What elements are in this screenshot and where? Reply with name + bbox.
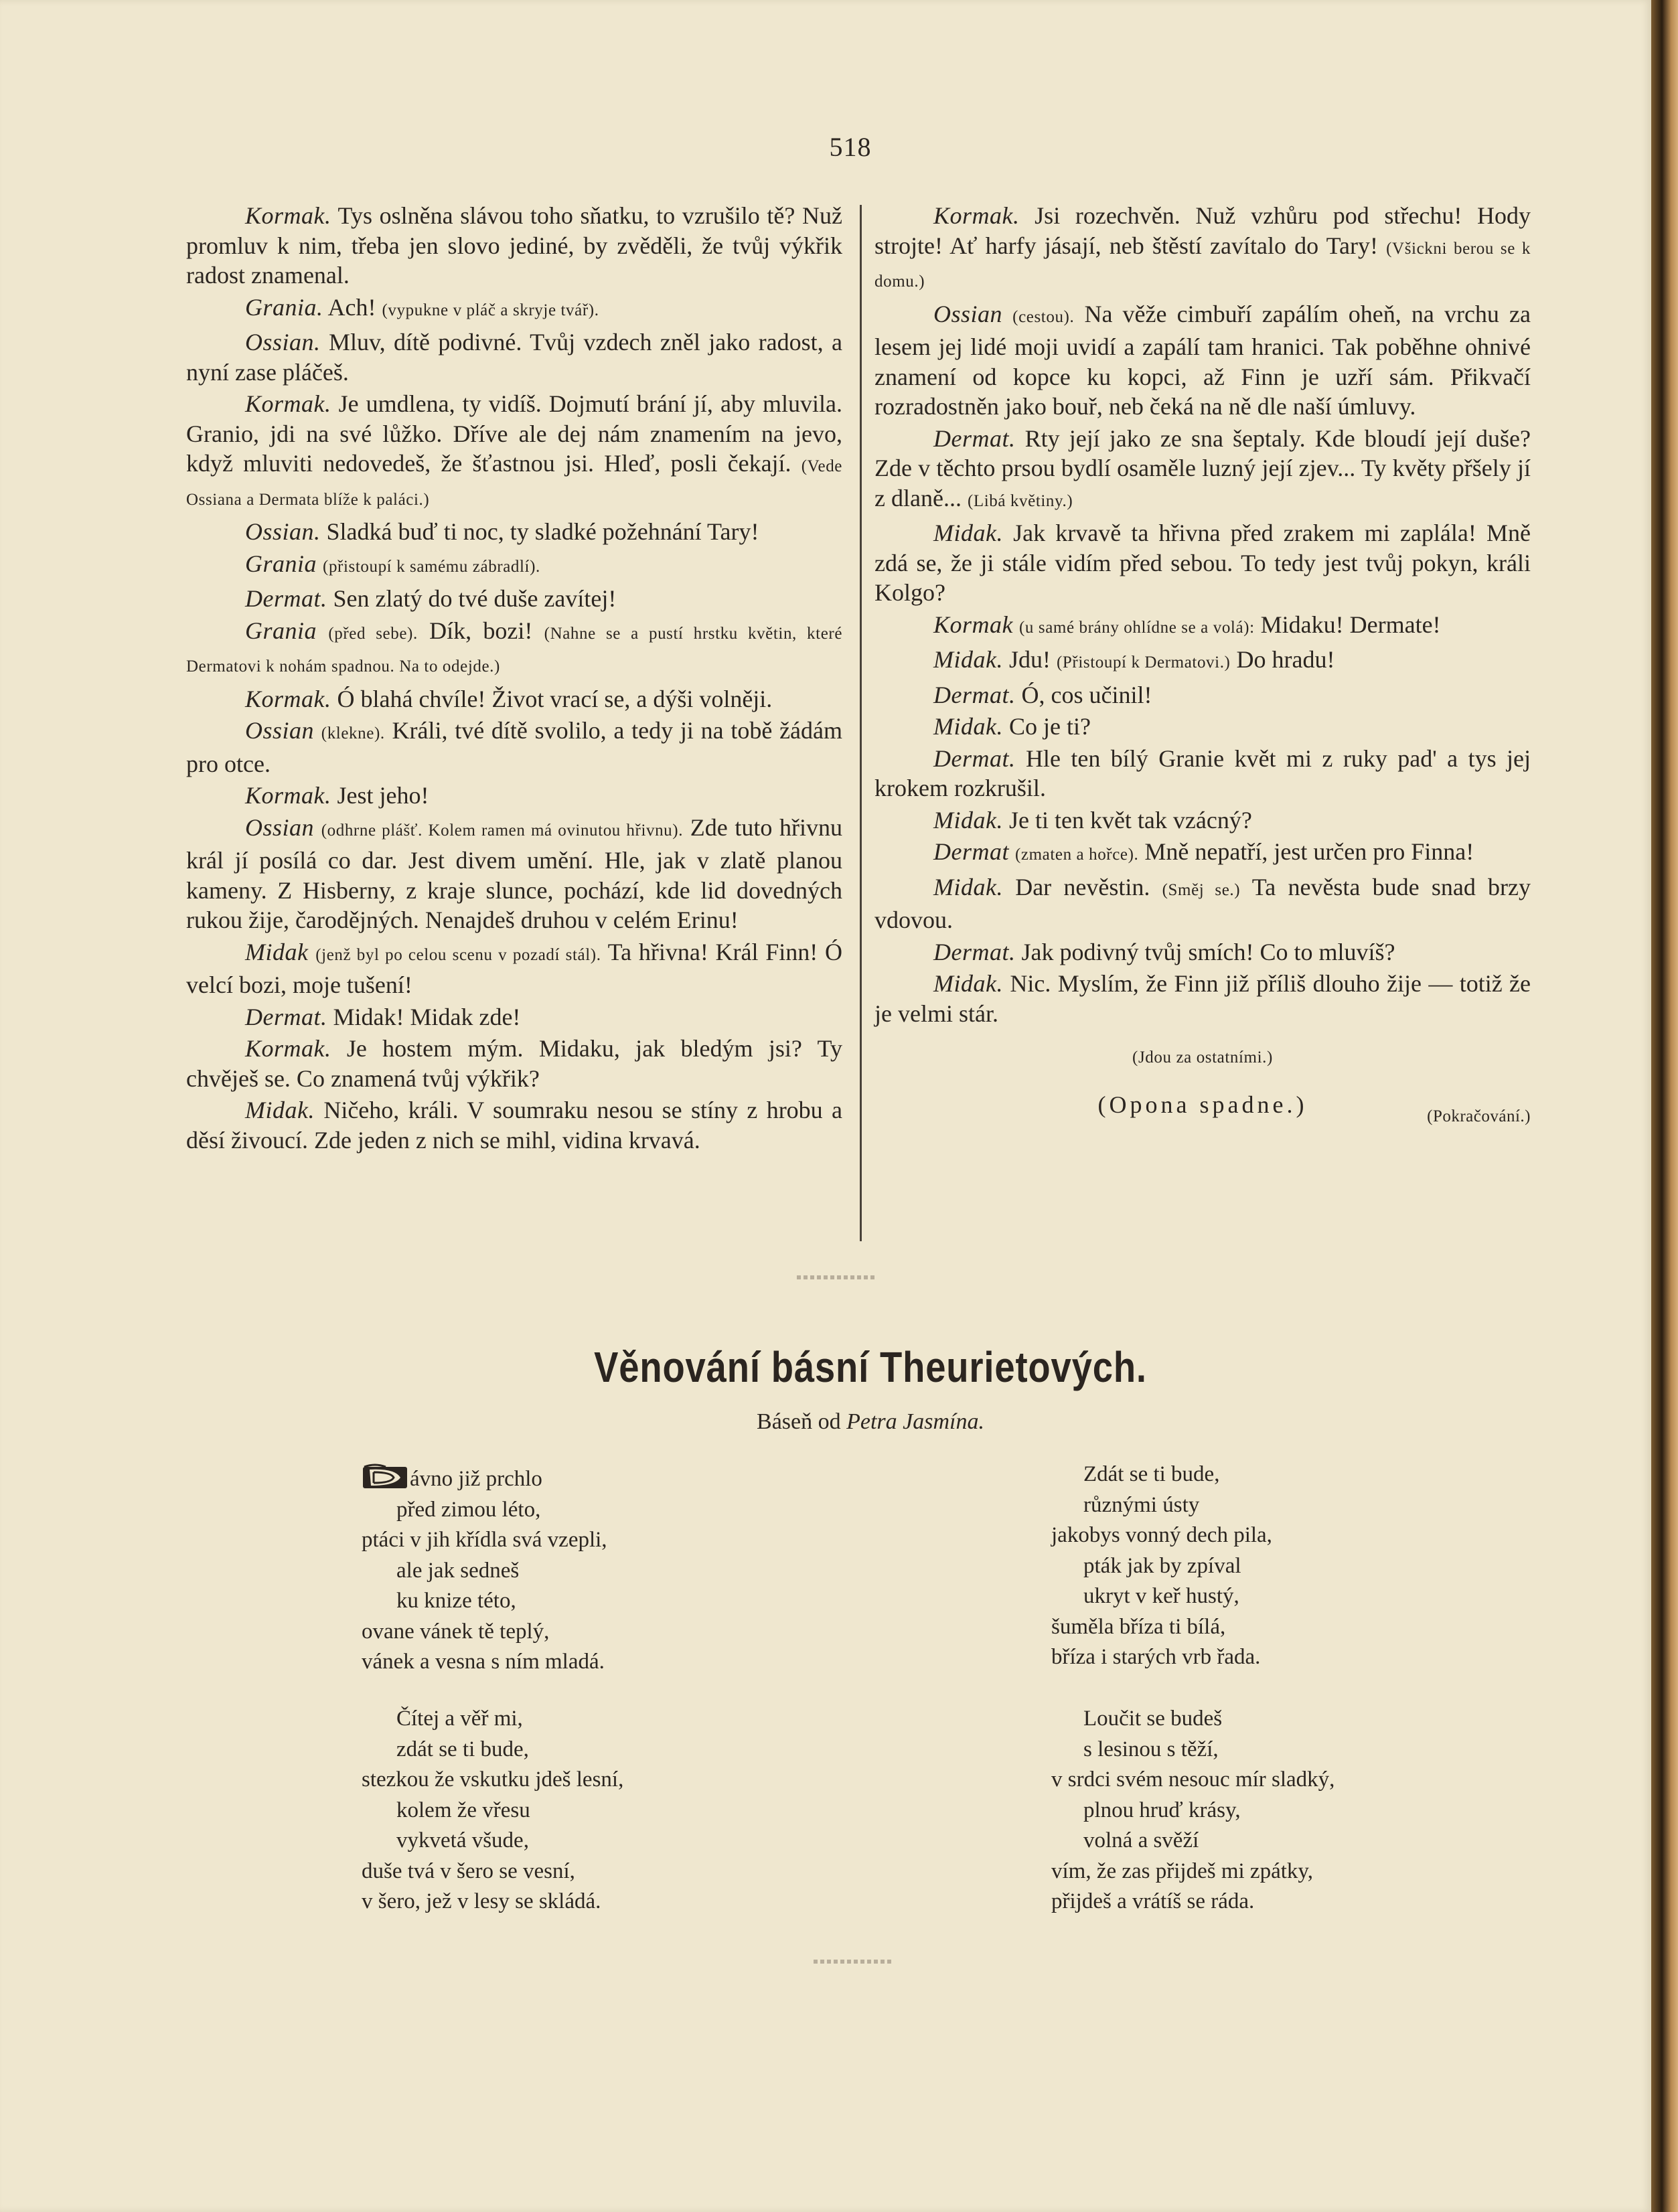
verse-line: různými ústy: [1083, 1492, 1200, 1517]
dialogue-text: Mluv, dítě podivné. Tvůj vzdech zněl jako radost, a nyní zase pláčeš.: [186, 329, 842, 386]
verse-line: vím, že zas přijdeš mi zpátky,: [1051, 1859, 1313, 1883]
dialogue-text: Sladká buď ti noc, ty sladké požehnání Tary!: [326, 518, 759, 545]
verse-text: ávno již prchlo: [410, 1467, 542, 1491]
right-column: [874, 201, 1531, 1143]
dialogue-text: Ó, cos učinil!: [1021, 681, 1152, 708]
stage-direction: (klekne).: [321, 724, 385, 742]
verse-line: kolem že vřesu: [396, 1798, 530, 1822]
poem-title: Věnování básní Theurietových.: [594, 1343, 1147, 1391]
speaker: Midak.: [933, 713, 1003, 740]
paragraph: [186, 616, 842, 682]
verse-line: plnou hruď krásy,: [1083, 1798, 1241, 1822]
stanza-1: [362, 1463, 607, 1678]
speaker: Midak.: [933, 806, 1003, 834]
dialogue-text: Zde tuto hřivnu král jí posílá co dar. Jest divem umění. Hle, jak v zlatě planou kameny. Z Hisberny, z kraje slunce, pochází, kde lid dovedných rukou žije, čarodějných. Nenajdeš druhou v celém Erinu!: [186, 813, 842, 933]
stanza-3: [1051, 1459, 1272, 1673]
ornamental-initial-icon: [362, 1463, 408, 1490]
dialogue-text: Co je ti?: [1008, 713, 1091, 740]
dialogue-text: Jsi rozechvěn. Nuž vzhůru pod střechu! Hody strojte! Ať harfy jásají, neb štěstí zavítalo do Tary!: [874, 202, 1531, 259]
stage-direction: (zmaten a hořce).: [1015, 846, 1139, 864]
column-divider: [860, 205, 862, 1241]
verse-line: s lesinou s těží,: [1083, 1737, 1219, 1761]
ornament-divider: [814, 1960, 894, 1964]
speaker: Dermat.: [933, 681, 1016, 708]
stage-direction: (přistoupí k samému zábradlí).: [323, 557, 540, 576]
speaker: Dermat.: [245, 585, 327, 612]
page-number: 518: [829, 132, 872, 162]
speaker: Ossian: [245, 813, 315, 841]
paragraph: [186, 201, 842, 291]
paragraph: [186, 517, 842, 547]
dialogue-text: Ó blahá chvíle! Život vrací se, a dýši volněji.: [337, 685, 773, 712]
verse-line: před zimou léto,: [396, 1497, 541, 1522]
paragraph: [874, 872, 1531, 935]
dialogue-text: Midak! Midak zde!: [333, 1003, 521, 1030]
stage-direction: (Libá květiny.): [967, 491, 1073, 510]
dialogue-text: Je umdlena, ty vidíš. Dojmutí brání jí, aby mluvila. Granio, jdi na své lůžko. Dříve ale dej nám znamením na jevo, když mluviti nedovedeš, že šťastnou jsi. Hleď, posli čekají.: [186, 390, 843, 477]
verse-line: ale jak sedneš: [396, 1558, 520, 1583]
verse-line: stezkou že vskutku jdeš lesní,: [362, 1767, 624, 1792]
verse-line: bříza i starých vrb řada.: [1051, 1645, 1261, 1669]
speaker: Kormak: [933, 611, 1013, 638]
paragraph: [874, 837, 1531, 870]
paragraph: [186, 584, 842, 614]
stage-direction: (vypukne v pláč a skryje tvář).: [382, 301, 599, 319]
dialogue-text: Mně nepatří, jest určen pro Finna!: [1144, 838, 1474, 865]
speaker: Midak.: [933, 970, 1003, 997]
book-spine: [1651, 0, 1678, 2212]
speaker: Kormak.: [245, 782, 331, 809]
verse-line: Loučit se budeš: [1083, 1707, 1223, 1731]
speaker: Dermat.: [933, 424, 1016, 452]
verse-line: jakobys vonný dech pila,: [1051, 1523, 1272, 1547]
curtain-line: [874, 1090, 1531, 1125]
speaker: Midak.: [933, 646, 1003, 673]
paragraph: [874, 969, 1531, 1028]
poem-author: Petra Jasmína.: [846, 1409, 984, 1434]
stanza-2: [362, 1704, 623, 1917]
verse-line: duše tvá v šero se vesní,: [362, 1859, 575, 1883]
curtain-text: (Opona spadne.): [1097, 1091, 1308, 1118]
paragraph: [186, 813, 842, 935]
stage-direction: (Směj se.): [1162, 880, 1241, 899]
paragraph: [874, 937, 1531, 967]
speaker: Dermat.: [245, 1003, 327, 1030]
paragraph: [186, 1002, 842, 1032]
speaker: Ossian: [245, 717, 315, 744]
speaker: Kormak.: [245, 390, 331, 417]
paragraph: [186, 1034, 842, 1093]
verse-line: ku knize této,: [396, 1589, 516, 1613]
speaker: Kormak.: [245, 1035, 331, 1062]
left-column: [186, 201, 842, 1157]
dialogue-text: Jdu!: [1008, 646, 1051, 673]
verse-line: přijdeš a vrátíš se ráda.: [1051, 1889, 1255, 1913]
paragraph: [186, 716, 842, 779]
dialogue-text: Ta nevěsta bude snad brzy vdovou.: [874, 873, 1531, 933]
speaker: Ossian: [933, 300, 1003, 327]
dialogue-text: Jest jeho!: [337, 782, 429, 809]
speaker: Grania: [245, 617, 317, 644]
speaker: Kormak.: [245, 202, 331, 229]
verse-line: vánek a vesna s ním mladá.: [362, 1650, 605, 1674]
verse-line: zdát se ti bude,: [396, 1737, 529, 1761]
verse-line: v šero, jež v lesy se skládá.: [362, 1889, 601, 1913]
paragraph: [186, 549, 842, 582]
paragraph: [874, 299, 1531, 422]
ornament-divider: [797, 1275, 877, 1279]
stage-direction: (Vede Ossiana a Dermata blíže k paláci.): [186, 457, 842, 509]
speaker: Grania: [245, 550, 317, 577]
speaker: Midak.: [933, 873, 1003, 900]
speaker: Dermat: [933, 838, 1009, 865]
verse-line: pták jak by zpíval: [1083, 1553, 1241, 1578]
paragraph: [186, 1095, 842, 1155]
verse-line: ptáci v jih křídla svá vzepli,: [362, 1528, 607, 1552]
paragraph: [874, 645, 1531, 678]
paragraph: [186, 293, 842, 326]
dialogue-text: Na věže cimbuří zapálím oheň, na vrchu za lesem jej lidé moji uvidí a zapálí tam hranici. Tak poběhne ohnivé znamení od kopce ku kopci, až Finn je uzří sám. Přikvačí rozradostněn jako bouř, neb čeká na ně dle naší úmluvy.: [874, 300, 1531, 420]
paragraph: [874, 424, 1531, 517]
stage-direction: (Přistoupí k Dermatovi.): [1056, 653, 1231, 672]
dialogue-text: Rty její jako ze sna šeptaly. Kde bloudí její duše? Zde v těchto prsou bydlí osaměle luzný její zjev... Ty květy přšely jí z dlaně...: [874, 424, 1531, 511]
verse-line: šuměla bříza ti bílá,: [1051, 1614, 1226, 1639]
verse-line: volná a svěží: [1083, 1828, 1199, 1852]
stanza-4: [1051, 1704, 1334, 1917]
stage-direction: (Všickni berou se k domu.): [874, 239, 1531, 291]
speaker: Ossian.: [245, 329, 321, 356]
dialogue-text: Do hradu!: [1236, 646, 1335, 673]
verse-line: ukryt v keř hustý,: [1083, 1584, 1239, 1608]
paragraph: [874, 201, 1531, 297]
speaker: Ossian.: [245, 518, 321, 545]
stage-direction: (Nahne se a pustí hrstku květin, které Dermatovi k nohám spadnou. Na to odejde.): [186, 624, 843, 676]
speaker: Kormak.: [245, 685, 331, 712]
byline-prefix: Báseň od: [757, 1409, 841, 1434]
dialogue-text: Ach!: [327, 293, 376, 321]
verse-line: ovane vánek tě teplý,: [362, 1619, 550, 1644]
paragraph: [874, 712, 1531, 742]
poem-byline: [603, 1409, 1138, 1435]
stage-direction: (jenž byl po celou scenu v pozadí stál).: [315, 945, 601, 964]
dialogue-text: Nic. Myslím, že Finn již příliš dlouho žije — totiž že je velmi stár.: [874, 970, 1531, 1027]
dialogue-text: Dar nevěstin.: [1015, 873, 1150, 900]
continued-note: (Pokračování.): [1427, 1107, 1531, 1125]
dialogue-text: Dík, bozi!: [429, 617, 533, 644]
verse-line: Čítej a věř mi,: [396, 1707, 523, 1731]
verse-line: vykvetá všude,: [396, 1828, 529, 1852]
exit-stage-direction: (Jdou za ostatními.): [1132, 1048, 1273, 1066]
paragraph: [186, 781, 842, 811]
paragraph: [186, 389, 842, 515]
paragraph: [874, 610, 1531, 643]
dialogue-text: Je ti ten květ tak vzácný?: [1008, 806, 1252, 834]
dialogue-text: Sen zlatý do tvé duše zavítej!: [333, 585, 617, 612]
dialogue-text: Midaku! Dermate!: [1260, 611, 1441, 638]
dialogue-text: Ničeho, králi. V soumraku nesou se stíny z hrobu a děsí živoucí. Zde jeden z nich se mihl, vidina krvavá.: [186, 1097, 843, 1154]
dialogue-text: Tys oslněna slávou toho sňatku, to vzrušilo tě? Nuž promluv k nim, třeba jen slovo jediné, by zvěděli, že tvůj výkřik radost znamenal.: [186, 202, 842, 289]
speaker: Dermat.: [933, 938, 1016, 965]
dialogue-text: Je hostem mým. Midaku, jak bledým jsi? Ty chvěješ se. Co znamená tvůj výkřik?: [186, 1035, 842, 1092]
dialogue-text: Jak podivný tvůj smích! Co to mluvíš?: [1021, 938, 1395, 965]
speaker: Midak.: [245, 1097, 315, 1123]
dialogue-text: Jak krvavě ta hřivna před zrakem mi zaplála! Mně zdá se, že ji stále vidím před sebou. To tedy jest tvůj pokyn, králi Kolgo?: [874, 520, 1531, 606]
paragraph: [874, 805, 1531, 836]
stage-direction: (u samé brány ohlídne se a volá):: [1019, 618, 1255, 637]
speaker: Kormak.: [933, 202, 1020, 229]
verse-line: v srdci svém nesouc mír sladký,: [1051, 1767, 1335, 1792]
speaker: Midak: [245, 938, 309, 965]
dialogue-text: Hle ten bílý Granie květ mi z ruky pad' a tys jej krokem rozkrušil.: [874, 744, 1531, 801]
verse-line: Zdát se ti bude,: [1083, 1462, 1220, 1486]
paragraph: [874, 680, 1531, 710]
paragraph: [186, 327, 842, 387]
paragraph: [186, 684, 842, 714]
stage-direction: (před sebe).: [328, 624, 418, 643]
stage-direction: (odhrne plášť. Kolem ramen má ovinutou hřivnu).: [321, 821, 684, 840]
stage-direction: (cestou).: [1012, 307, 1075, 326]
paragraph: [874, 744, 1531, 803]
dialogue-text: Ta hřivna! Král Finn! Ó velcí bozi, moje tušení!: [186, 938, 843, 998]
paragraph: [186, 937, 842, 1000]
paragraph: [874, 518, 1531, 608]
dialogue-text: Králi, tvé dítě svolilo, a tedy ji na tobě žádám pro otce.: [186, 717, 843, 777]
verse-line: [362, 1463, 607, 1495]
speaker: Midak.: [933, 520, 1003, 546]
speaker: Dermat.: [933, 744, 1016, 772]
speaker: Grania.: [245, 293, 323, 321]
